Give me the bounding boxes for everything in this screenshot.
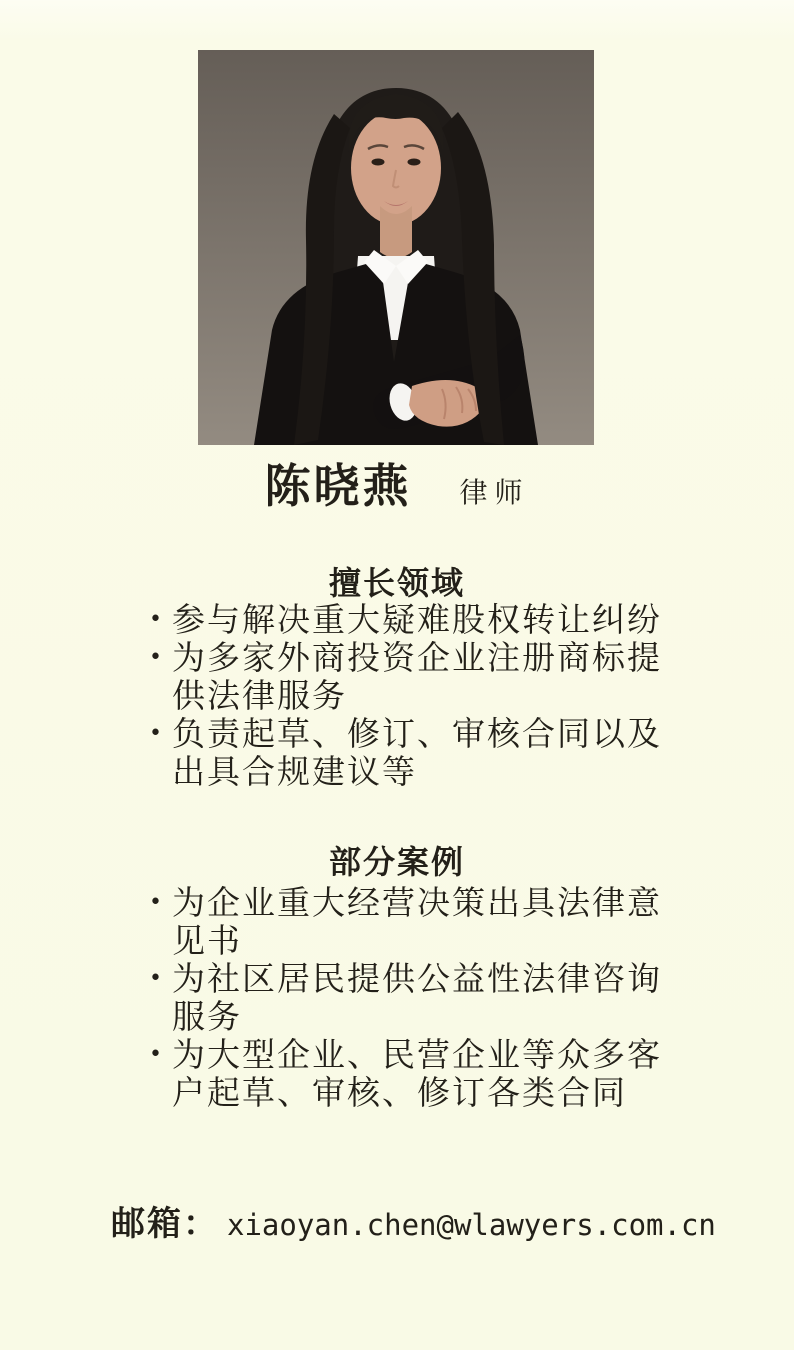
list-item [149, 884, 669, 960]
bullet-icon: • [149, 721, 162, 746]
profile-photo [198, 50, 594, 445]
contact-row [111, 1196, 716, 1245]
bullet-icon: • [149, 966, 162, 991]
portrait-illustration [198, 50, 594, 445]
lawyer-name: 陈晓燕 [264, 459, 412, 513]
section-heading-cases: 部分案例 [328, 843, 465, 881]
cases-list [149, 884, 669, 1112]
email-address: xiaoyan.chen@wlawyers.com.cn [227, 1208, 716, 1242]
bullet-icon: • [149, 645, 162, 670]
section-heading-expertise: 擅长领域 [328, 564, 465, 602]
list-item [149, 1036, 669, 1112]
list-item [149, 715, 669, 791]
list-item-text: 为大型企业、民营企业等众多客户起草、审核、修订各类合同 [172, 1035, 662, 1112]
list-item-text: 负责起草、修订、审核合同以及出具合规建议等 [172, 714, 662, 791]
bullet-icon: • [149, 890, 162, 915]
list-item-text: 为社区居民提供公益性法律咨询服务 [172, 959, 662, 1036]
list-item-text: 为多家外商投资企业注册商标提供法律服务 [172, 638, 662, 715]
face [351, 111, 441, 225]
right-eye [408, 159, 421, 166]
name-row [0, 458, 794, 514]
bullet-icon: • [149, 607, 162, 632]
email-label: 邮箱： [111, 1204, 219, 1244]
expertise-list [149, 601, 669, 791]
bullet-icon: • [149, 1042, 162, 1067]
lawyer-job-title: 律师 [459, 476, 530, 509]
left-eye [372, 159, 385, 166]
list-item [149, 639, 669, 715]
list-item-text: 为企业重大经营决策出具法律意见书 [172, 883, 662, 960]
list-item-text: 参与解决重大疑难股权转让纠纷 [172, 600, 662, 639]
list-item [149, 601, 669, 639]
list-item [149, 960, 669, 1036]
